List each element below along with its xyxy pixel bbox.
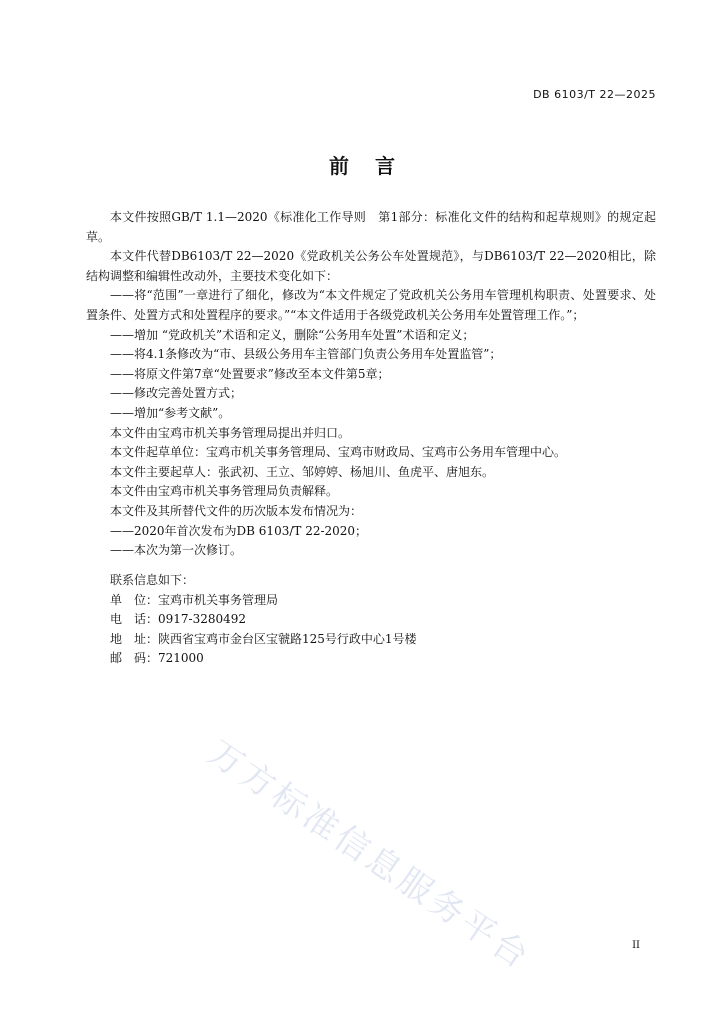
- contact-address: 地 址：陕西省宝鸡市金台区宝虢路125号行政中心1号楼: [110, 631, 417, 646]
- paragraph-version-history: 本文件及其所替代文件的历次版本发布情况为：: [110, 503, 363, 518]
- paragraph-proposer: 本文件由宝鸡市机关事务管理局提出并归口。: [110, 425, 351, 440]
- contact-unit: 单 位：宝鸡市机关事务管理局: [110, 592, 279, 607]
- paragraph-drafting-units: 本文件起草单位：宝鸡市机关事务管理局、宝鸡市财政局、宝鸡市公务用车管理中心。: [110, 445, 567, 460]
- change-item-disposal-methods: ——修改完善处置方式；: [110, 386, 243, 401]
- paragraph-drafting-basis: 本文件按照GB/T 1.1—2020《标准化工作导则 第1部分：标准化文件的结构和起草规则》的规定起草。: [86, 210, 656, 244]
- paragraph-interpretation: 本文件由宝鸡市机关事务管理局负责解释。: [110, 484, 339, 499]
- foreword-body: [86, 208, 656, 561]
- paragraph-drafters: 本文件主要起草人：张武初、王立、邹婷婷、杨旭川、鱼虎平、唐旭东。: [110, 464, 495, 479]
- version-item-current: ——本次为第一次修订。: [110, 543, 243, 558]
- change-item-references: ——增加“参考文献”。: [110, 405, 231, 420]
- change-item-clause-4-1: ——将4.1条修改为“市、县级公务用车主管部门负责公务用车处置监管”；: [110, 347, 502, 362]
- page-title: 前言: [329, 154, 421, 178]
- contact-postcode: 邮 码：721000: [110, 651, 204, 666]
- contact-phone: 电 话：0917-3280492: [110, 612, 247, 627]
- paragraph-replacement: 本文件代替DB6103/T 22—2020《党政机关公务公车处置规范》，与DB6103/T 22—2020相比，除结构调整和编辑性改动外，主要技术变化如下：: [86, 249, 656, 283]
- contact-heading: 联系信息如下：: [110, 573, 195, 587]
- version-item-2020: ——2020年首次发布为DB 6103/T 22-2020；: [110, 523, 368, 538]
- change-item-scope: ——将“范围”一章进行了细化，修改为“本文件规定了党政机关公务用车管理机构职责、处置要求、处置条件、处置方式和处置程序的要求。”“本文件适用于各级党政机关公务用车处置管理工作。”；: [86, 288, 656, 322]
- contact-info: [110, 571, 650, 669]
- change-item-chapter-7: ——将原文件第7章“处置要求”修改至本文件第5章；: [110, 366, 390, 381]
- page-number: II: [632, 940, 640, 951]
- document-code: DB 6103/T 22—2025: [533, 88, 656, 101]
- watermark: 万方标准信息服务平台: [200, 732, 539, 979]
- change-item-terms: ——增加 “党政机关”术语和定义，删除“公务用车处置”术语和定义；: [110, 327, 475, 342]
